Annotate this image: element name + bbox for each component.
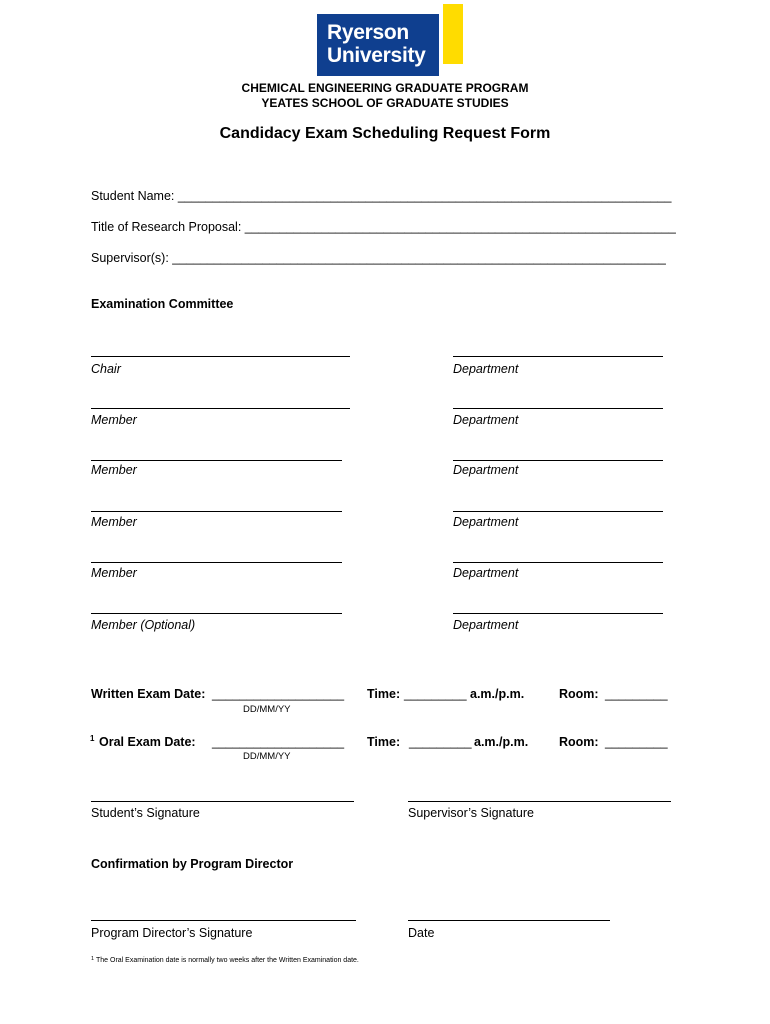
oral-date-format: DD/MM/YY bbox=[243, 751, 291, 762]
written-room-label: Room: bbox=[559, 687, 599, 701]
member-optional-dept-line[interactable] bbox=[453, 613, 663, 614]
committee-dept-label: Department bbox=[453, 515, 519, 529]
logo-line-2: University bbox=[327, 44, 426, 67]
member-dept-line[interactable] bbox=[453, 408, 663, 409]
oral-exam-date-blank[interactable]: ___________________ bbox=[212, 735, 345, 749]
committee-role-label: Member bbox=[91, 463, 137, 477]
research-title-field[interactable]: Title of Research Proposal: ______________________________________________________________ bbox=[91, 220, 676, 234]
written-exam-label: Written Exam Date: bbox=[91, 687, 206, 701]
committee-role-label: Chair bbox=[91, 362, 121, 376]
member-dept-line[interactable] bbox=[453, 460, 663, 461]
oral-exam-label: Oral Exam Date: bbox=[99, 735, 196, 749]
supervisor-signature-label: Supervisor’s Signature bbox=[408, 806, 534, 820]
written-ampm: a.m./p.m. bbox=[470, 687, 525, 701]
logo-line-1: Ryerson bbox=[327, 21, 409, 44]
student-signature-label: Student’s Signature bbox=[91, 806, 200, 820]
written-exam-date-blank[interactable]: ___________________ bbox=[212, 687, 345, 701]
oral-footnote-mark: 1 bbox=[90, 734, 95, 743]
oral-room-blank[interactable]: _________ bbox=[605, 735, 668, 749]
footnote-mark: 1 bbox=[91, 956, 95, 962]
written-time-blank[interactable]: _________ bbox=[404, 687, 467, 701]
written-room-blank[interactable]: _________ bbox=[605, 687, 668, 701]
member-line[interactable] bbox=[91, 460, 342, 461]
oral-time-blank[interactable]: _________ bbox=[409, 735, 472, 749]
oral-time-label: Time: bbox=[367, 735, 401, 749]
oral-room-label: Room: bbox=[559, 735, 599, 749]
chair-dept-line[interactable] bbox=[453, 356, 663, 357]
ryerson-logo bbox=[317, 14, 465, 78]
confirmation-date-label: Date bbox=[408, 926, 435, 940]
committee-role-label: Member bbox=[91, 515, 137, 529]
committee-dept-label: Department bbox=[453, 463, 519, 477]
committee-role-label: Member bbox=[91, 413, 137, 427]
committee-dept-label: Department bbox=[453, 413, 519, 427]
director-signature-line[interactable] bbox=[91, 920, 356, 921]
committee-role-label: Member bbox=[91, 566, 137, 580]
student-signature-line[interactable] bbox=[91, 801, 354, 802]
student-name-field[interactable]: Student Name: _______________________________________________________________________ bbox=[91, 189, 672, 203]
oral-ampm: a.m./p.m. bbox=[474, 735, 529, 749]
member-line[interactable] bbox=[91, 408, 350, 409]
supervisors-field[interactable]: Supervisor(s): _______________________________________________________________________ bbox=[91, 251, 666, 265]
committee-dept-label: Department bbox=[453, 362, 519, 376]
logo-yellow-bar bbox=[443, 4, 463, 64]
committee-dept-label: Department bbox=[453, 566, 519, 580]
supervisor-signature-line[interactable] bbox=[408, 801, 671, 802]
footnote-text: The Oral Examination date is normally two weeks after the Written Examination date. bbox=[96, 957, 359, 964]
school-heading: YEATES SCHOOL OF GRADUATE STUDIES bbox=[261, 96, 509, 110]
director-signature-label: Program Director’s Signature bbox=[91, 926, 253, 940]
confirmation-heading: Confirmation by Program Director bbox=[91, 857, 294, 871]
member-optional-line[interactable] bbox=[91, 613, 342, 614]
written-time-label: Time: bbox=[367, 687, 401, 701]
program-heading: CHEMICAL ENGINEERING GRADUATE PROGRAM bbox=[241, 81, 529, 95]
committee-heading: Examination Committee bbox=[91, 297, 234, 311]
written-date-format: DD/MM/YY bbox=[243, 704, 291, 715]
confirmation-date-line[interactable] bbox=[408, 920, 610, 921]
member-dept-line[interactable] bbox=[453, 562, 663, 563]
committee-role-label: Member (Optional) bbox=[91, 618, 196, 632]
form-title: Candidacy Exam Scheduling Request Form bbox=[219, 125, 551, 142]
member-line[interactable] bbox=[91, 511, 342, 512]
member-dept-line[interactable] bbox=[453, 511, 663, 512]
committee-dept-label: Department bbox=[453, 618, 519, 632]
chair-line[interactable] bbox=[91, 356, 350, 357]
member-line[interactable] bbox=[91, 562, 342, 563]
